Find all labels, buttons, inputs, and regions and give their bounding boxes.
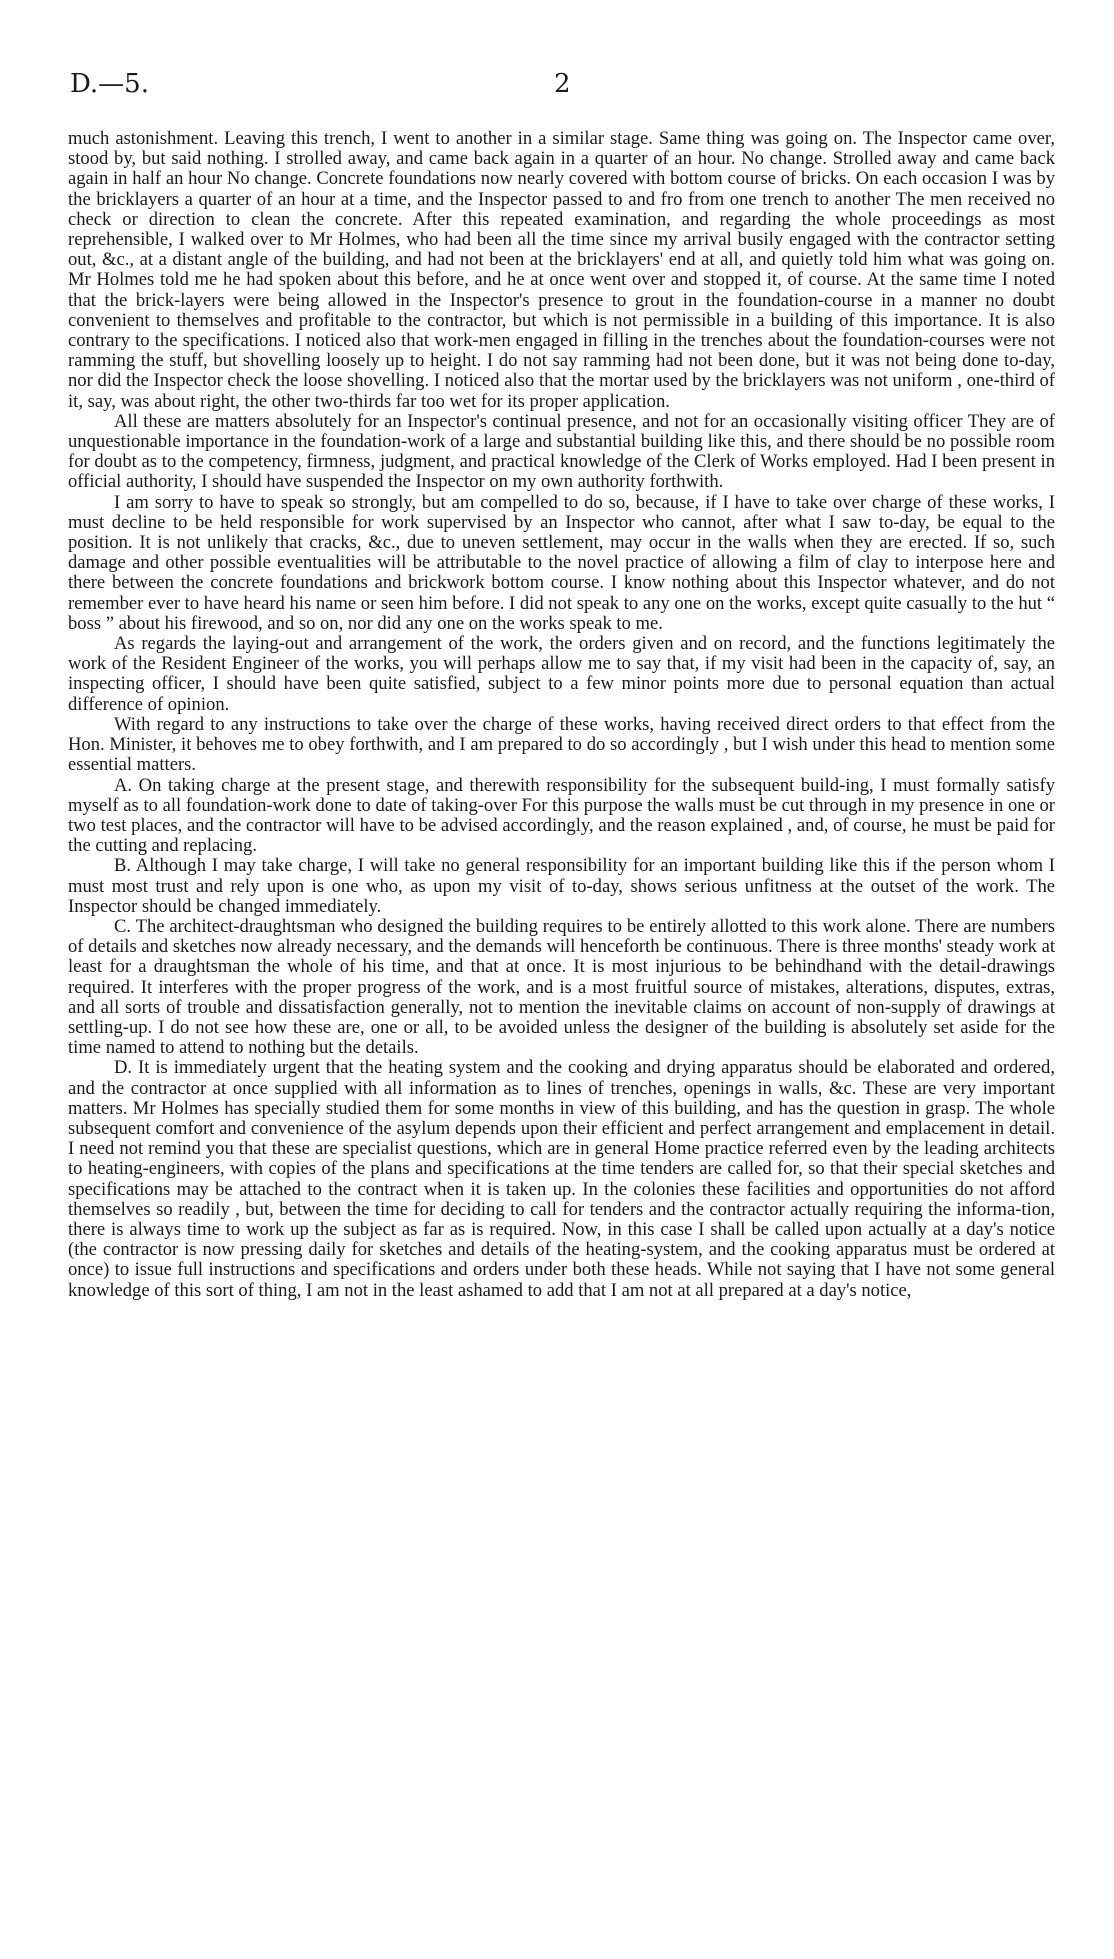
paragraph-item-c: C. The architect-draughtsman who designed the building requires to be entirely allotted to this work alone. There are numbers of details and sketches now already necessary, and the demands will henceforth be continuous. There is three months' steady work at least for a draughtsman the whole of his time, and that at once. It is most injurious to be behindhand with the detail-drawings required. It interferes with the proper progress of the work, and is a most fruitful source of mistakes, alterations, disputes, extras, and all sorts of trouble and dissatisfaction generally, not to mention the inevitable claims on account of non-supply of drawings at settling-up. I do not see how these are, one or all, to be avoided unless the designer of the building is absolutely set aside for the time named to attend to nothing but the details.	[68, 915, 1055, 1059]
paragraph-item-a: A. On taking charge at the present stage, and therewith responsibility for the subsequent build-ing, I must formally satisfy myself as to all foundation-work done to date of taking-over For this purpose the walls must be cut through in my presence in one or two test places, and the contractor will have to be advised accordingly, and the reason explained , and, of course, he must be paid for the cutting and replacing.	[68, 774, 1055, 857]
paragraph-continued: much astonishment. Leaving this trench, I went to another in a similar stage. Same thing was going on. The Inspector came over, stood by, but said nothing. I strolled away, and came back again in a quarter of an hour. No change. Strolled away and came back again in half an hour No change. Concrete foundations now nearly covered with bottom course of bricks. On each occasion I was by the bricklayers a quarter of an hour at a time, and the Inspector passed to and fro from one trench to another The men received no check or direction to clean the concrete. After this repeated examination, and regarding the whole proceedings as most reprehensible, I walked over to Mr Holmes, who had been all the time since my arrival busily engaged with the contractor setting out, &c., at a distant angle of the building, and had not been at the bricklayers' end at all, and quietly told him what was going on. Mr Holmes told me he had spoken about this before, and he at once went over and stopped it, of course. At the same time I noted that the brick-layers were being allowed in the Inspector's presence to grout in the foundation-course in a manner no doubt convenient to themselves and profitable to the contractor, but which is not permissible in a building of this importance. It is also contrary to the specifications. I noticed also that work-men engaged in filling in the trenches about the foundation-courses were not ramming the stuff, but shovelling loosely up to height. I do not say ramming had not been done, but it was not being done to-day, nor did the Inspector check the loose shovelling. I noticed also that the mortar used by the bricklayers was not uniform , one-third of it, say, was about right, the other two-thirds far too wet for its proper application.	[68, 128, 1055, 412]
body-text	[68, 129, 1055, 1301]
page-number: 2	[554, 69, 571, 99]
paragraph-laying-out: As regards the laying-out and arrangement of the work, the orders given and on record, and the functions legitimately the work of the Resident Engineer of the works, you will perhaps allow me to say that, if my visit had been in the capacity of, say, an inspecting officer, I should have been quite satisfied, subject to a few minor points more due to personal equation than actual difference of opinion.	[68, 633, 1055, 715]
paragraph-item-d: D. It is immediately urgent that the heating system and the cooking and drying apparatus should be elaborated and ordered, and the contractor at once supplied with all information as to lines of trenches, openings in walls, &c. These are very important matters. Mr Holmes has specially studied them for some months in view of this building, and has the question in grasp. The whole subsequent comfort and convenience of the asylum depends upon their efficient and perfect arrangement and emplacement in detail. I need not remind you that these are specialist questions, which are in general Home practice referred even by the leading architects to heating-engineers, with copies of the plans and specifications at the time tenders are called for, so that their special sketches and specifications may be attached to the contract when it is taken up. In the colonies these facilities and opportunities do not afford themselves so readily , but, between the time for deciding to call for tenders and the contractor actually requiring the informa-tion, there is always time to work up the subject as far as is required. Now, in this case I shall be called upon actually at a day's notice (the contractor is now pressing daily for sketches and details of the heating-system, and the cooking apparatus must be ordered at once) to issue full instructions and specifications and orders under both these heads. While not saying that I have not some general knowledge of this sort of thing, I am not in the least ashamed to add that I am not at all prepared at a day's notice,	[68, 1057, 1055, 1301]
paragraph-instructions: With regard to any instructions to take over the charge of these works, having received direct orders to that effect from the Hon. Minister, it behoves me to obey forthwith, and I am prepared to do so accordingly , but I wish under this head to mention some essential matters.	[68, 713, 1055, 776]
paragraph-responsibility: I am sorry to have to speak so strongly, but am compelled to do so, because, if I have to take over charge of these works, I must decline to be held responsible for work supervised by an Inspector who cannot, after what I saw to-day, be equal to the position. It is not unlikely that cracks, &c., due to uneven settlement, may occur in the walls when they are erected. If so, such damage and other possible eventualities will be attributable to the novel practice of allowing a film of clay to interpose here and there between the concrete foundations and brickwork bottom course. I know nothing about this Inspector whatever, and do not remember ever to have heard his name or seen him before. I did not speak to any one on the works, except quite casually to the hut “ boss ” about his firewood, and so on, nor did any one on the works speak to me.	[68, 491, 1055, 634]
page-header	[70, 68, 1055, 104]
paragraph-item-b: B. Although I may take charge, I will take no general responsibility for an important building like this if the person whom I must most trust and rely upon is one who, as upon my visit of to-day, shows serious unfitness at the outset of the work. The Inspector should be changed immediately.	[68, 855, 1055, 917]
document-code: D.—5.	[70, 69, 149, 99]
paragraph-inspector-presence: All these are matters absolutely for an Inspector's continual presence, and not for an occasionally visiting officer They are of unquestionable importance in the foundation-work of a large and substantial building like this, and there should be no possible room for doubt as to the competency, firmness, judgment, and practical knowledge of the Clerk of Works employed. Had I been present in official authority, I should have suspended the Inspector on my own authority forthwith.	[68, 410, 1055, 493]
